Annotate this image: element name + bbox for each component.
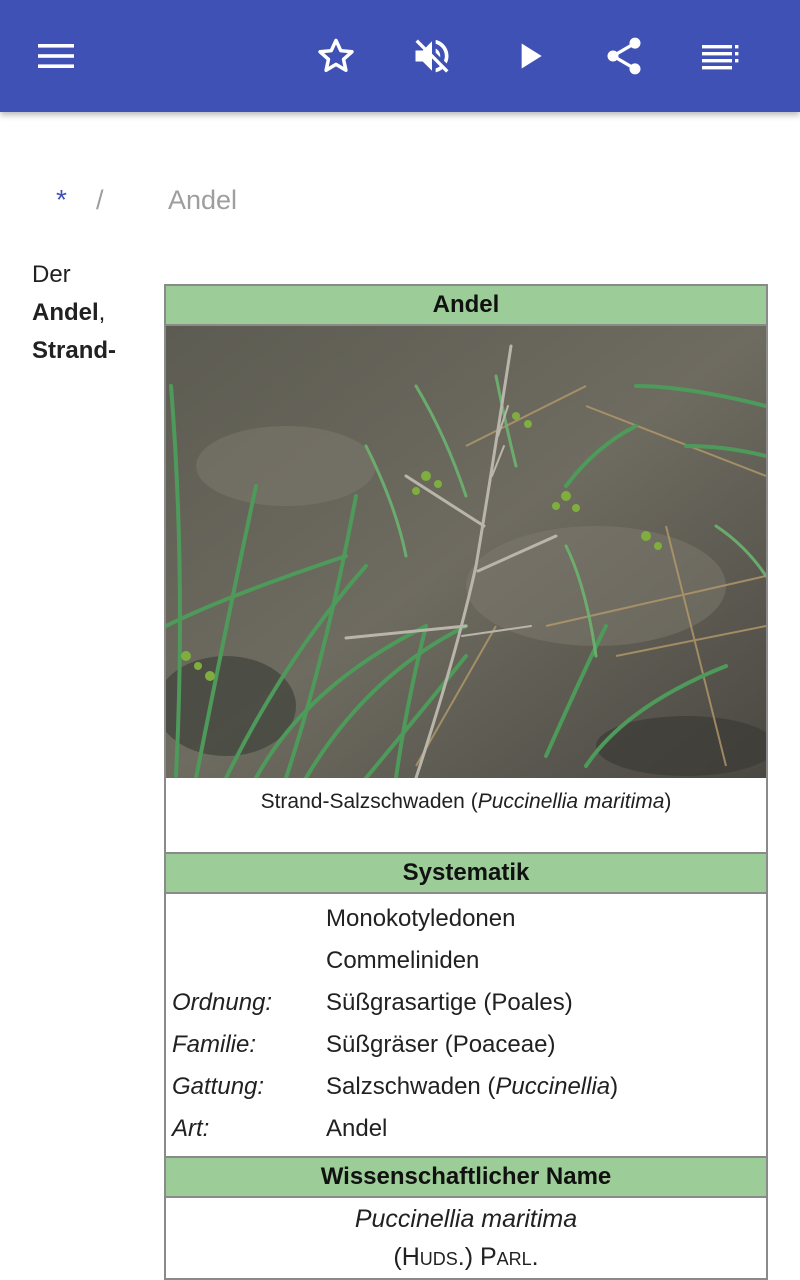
- taxonomy-row: [166, 940, 766, 982]
- scientific-name-text: Puccinellia maritima: [354, 1205, 578, 1233]
- taxonomy-row: [166, 1066, 766, 1108]
- taxobox: [164, 284, 768, 1280]
- play-button[interactable]: [502, 28, 558, 84]
- menu-button[interactable]: [28, 28, 84, 84]
- app-bar: [0, 0, 800, 112]
- caption-close: ): [664, 790, 672, 813]
- taxonomy-label-art: Art:: [172, 1115, 210, 1142]
- intro-line-1: Der: [32, 261, 71, 288]
- intro-name: Andel: [32, 299, 99, 326]
- taxonomy-row: [166, 1024, 766, 1066]
- photo-caption: [166, 778, 766, 854]
- caption-text: Strand-Salzschwaden (: [260, 790, 478, 813]
- share-button[interactable]: [596, 28, 652, 84]
- taxonomy-row: [166, 898, 766, 940]
- intro-line-3: [32, 332, 152, 370]
- intro-line-2: [32, 294, 152, 332]
- scientific-name: [166, 1198, 766, 1278]
- playlist-button[interactable]: [692, 28, 748, 84]
- play-icon: [510, 36, 550, 76]
- taxonomy-value-familie[interactable]: Süßgräser (Poaceae): [326, 1031, 556, 1058]
- taxonomy-value-ordnung[interactable]: Süßgrasartige (Poales): [326, 989, 573, 1016]
- taxonomy-value-commeliniden[interactable]: Commeliniden: [326, 947, 480, 974]
- author-open: (: [393, 1243, 402, 1271]
- intro-strand: Strand-: [32, 337, 116, 364]
- bookmark-button[interactable]: [308, 28, 364, 84]
- caption-species[interactable]: Puccinellia maritima: [477, 790, 665, 813]
- taxonomy-row: [166, 982, 766, 1024]
- taxonomy-value-monokotyledonen[interactable]: Monokotyledonen: [326, 905, 516, 932]
- breadcrumb-current: Andel: [168, 185, 238, 215]
- breadcrumb: [56, 180, 237, 220]
- taxobox-title: Andel: [166, 286, 766, 324]
- mute-button[interactable]: [404, 28, 460, 84]
- gattung-italic: Puccinellia: [495, 1073, 611, 1100]
- taxonomy-label-familie: Familie:: [172, 1031, 257, 1058]
- breadcrumb-home-link[interactable]: *: [56, 184, 67, 215]
- playlist-icon: [700, 36, 740, 76]
- author-huds[interactable]: Huds.: [401, 1243, 465, 1271]
- author-parl[interactable]: Parl.: [479, 1243, 539, 1271]
- taxonomy-label: [166, 898, 326, 940]
- volume-off-icon: [410, 34, 454, 78]
- taxonomy-table: [166, 894, 766, 1158]
- taxonomy-value-gattung[interactable]: [326, 1066, 766, 1108]
- taxonomy-label-ordnung: Ordnung:: [172, 989, 273, 1016]
- taxonomy-label: [166, 940, 326, 982]
- share-icon: [602, 34, 646, 78]
- gattung-close: ): [610, 1073, 619, 1100]
- menu-icon: [36, 36, 76, 76]
- gattung-text: Salzschwaden (: [326, 1073, 496, 1100]
- scientific-name-header: Wissenschaftlicher Name: [166, 1158, 766, 1198]
- taxonomy-label-gattung: Gattung:: [172, 1073, 265, 1100]
- intro-comma: ,: [98, 299, 106, 326]
- author-citation: [166, 1238, 766, 1276]
- star-outline-icon: [314, 34, 358, 78]
- author-mid: ): [464, 1243, 480, 1271]
- taxonomy-value-art: Andel: [326, 1115, 388, 1142]
- article-intro: [32, 256, 152, 370]
- systematik-header: Systematik: [166, 854, 766, 894]
- breadcrumb-separator: /: [96, 185, 104, 215]
- plant-photo[interactable]: [166, 324, 766, 778]
- taxonomy-row: [166, 1108, 766, 1150]
